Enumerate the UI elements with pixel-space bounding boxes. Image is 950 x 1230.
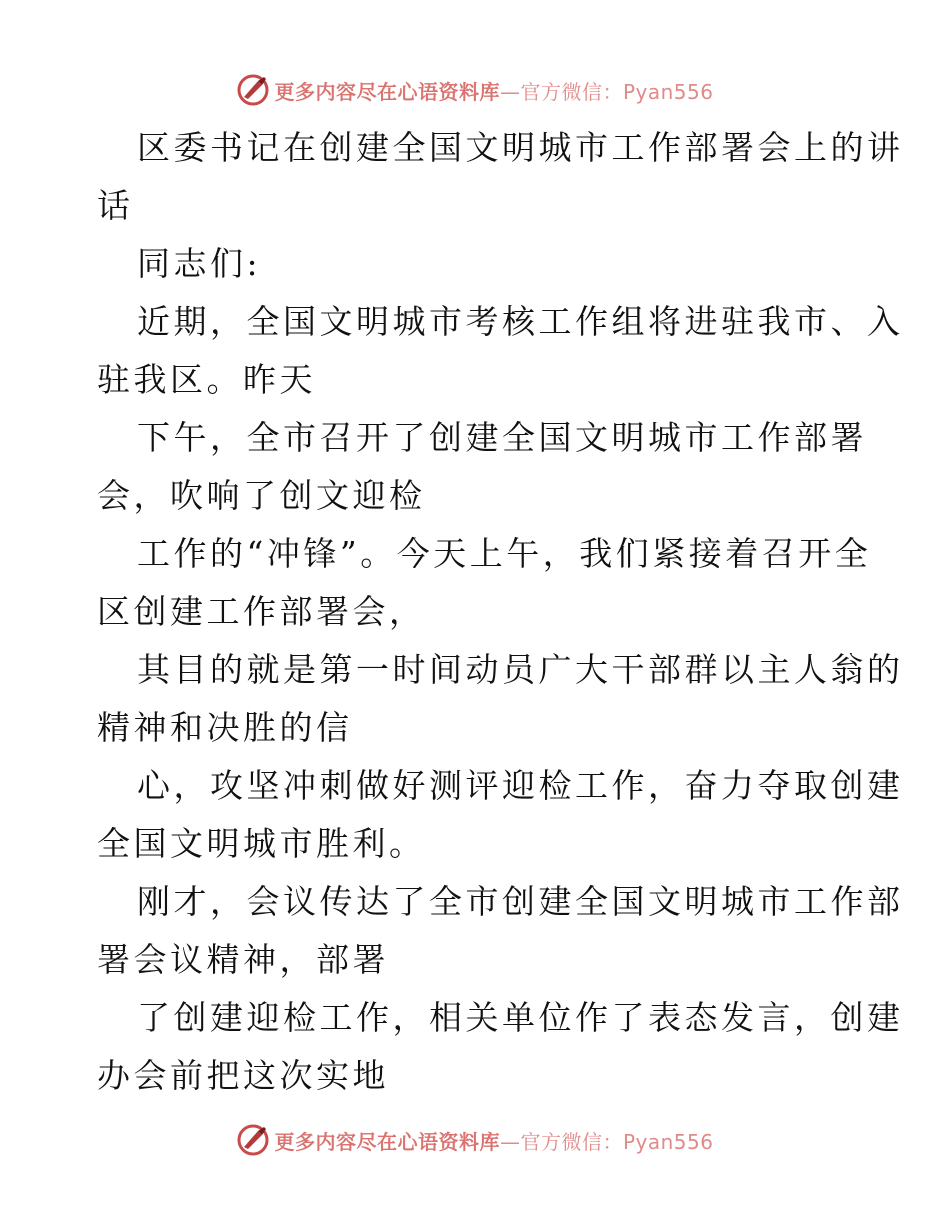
paragraph-line: 心，攻坚冲刺做好测评迎检工作，奋力夺取创建 bbox=[137, 766, 904, 805]
paragraph-line: 工作的“冲锋”。今天上午，我们紧接着召开全 bbox=[137, 534, 872, 573]
paragraph-line: 精神和决胜的信 bbox=[97, 708, 353, 747]
banner-wechat-text: 官方微信：Pyan556 bbox=[520, 1129, 714, 1154]
banner-wechat-text: 官方微信：Pyan556 bbox=[520, 79, 714, 104]
paragraph-line: 署会议精神，部署 bbox=[97, 940, 389, 979]
paragraph-line: 下午，全市召开了创建全国文明城市工作部署 bbox=[137, 418, 867, 457]
paragraph-line: 驻我区。昨天 bbox=[97, 360, 316, 399]
banner-dash: — bbox=[499, 79, 521, 104]
paragraph-line: 了创建迎检工作，相关单位作了表态发言，创建 bbox=[137, 998, 904, 1037]
document-title-line-1: 区委书记在创建全国文明城市工作部署会上的讲 bbox=[137, 128, 904, 167]
paragraph-line: 其目的就是第一时间动员广大干部群以主人翁的 bbox=[137, 650, 904, 689]
footer-banner bbox=[0, 1120, 950, 1160]
brand-logo-icon bbox=[236, 73, 270, 107]
footer-banner-text bbox=[274, 1126, 713, 1155]
header-banner bbox=[0, 70, 950, 110]
paragraph-line: 刚才，会议传达了全市创建全国文明城市工作部 bbox=[137, 882, 904, 921]
paragraph-line: 办会前把这次实地 bbox=[97, 1056, 389, 1095]
paragraph-line: 区创建工作部署会， bbox=[97, 592, 426, 631]
paragraph-line: 近期，全国文明城市考核工作组将进驻我市、入 bbox=[137, 302, 904, 341]
banner-dash: — bbox=[499, 1129, 521, 1154]
brand-logo-icon bbox=[236, 1123, 270, 1157]
salutation: 同志们: bbox=[137, 244, 262, 283]
document-title-line-2: 话 bbox=[97, 186, 134, 225]
paragraph-line: 会，吹响了创文迎检 bbox=[97, 476, 426, 515]
banner-main-text: 更多内容尽在心语资料库 bbox=[274, 1129, 500, 1154]
header-banner-text bbox=[274, 76, 713, 105]
paragraph-line: 全国文明城市胜利。 bbox=[97, 824, 426, 863]
banner-main-text: 更多内容尽在心语资料库 bbox=[274, 79, 500, 104]
